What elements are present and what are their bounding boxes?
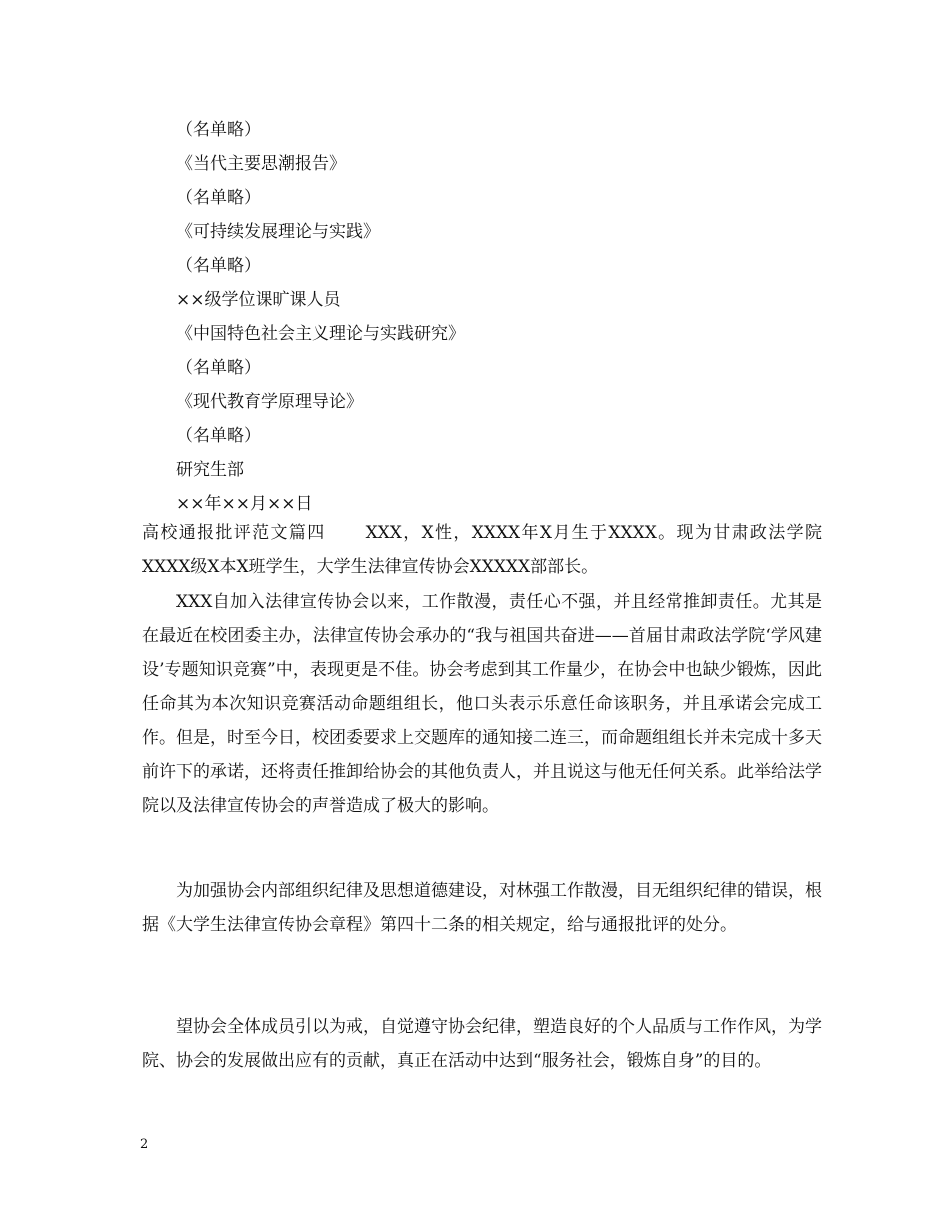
list-item: ××级学位课旷课人员 xyxy=(176,290,341,310)
signature-date: ××年××月××日 xyxy=(176,494,313,514)
list-item: 《现代教育学原理导论》 xyxy=(176,392,363,412)
list-item: （名单略） xyxy=(176,188,261,208)
list-item: （名单略） xyxy=(176,358,261,378)
section-intro xyxy=(142,516,822,584)
section-heading: 高校通报批评范文篇四 xyxy=(142,523,326,543)
list-item: 《当代主要思潮报告》 xyxy=(176,154,346,174)
page-number: 2 xyxy=(140,1137,149,1152)
list-item: （名单略） xyxy=(176,426,261,446)
list-item: 《可持续发展理论与实践》 xyxy=(176,222,380,242)
body-paragraph: 望协会全体成员引以为戒，自觉遵守协会纪律，塑造良好的个人品质与工作作风，为学院、协会的发展做出应有的贡献，真正在活动中达到“服务社会，锻炼自身”的目的。 xyxy=(142,1017,822,1071)
body-paragraph: XXX自加入法律宣传协会以来，工作散漫，责任心不强，并且经常推卸责任。尤其是在最近在校团委主办，法律宣传协会承办的“我与祖国共奋进——首届甘肃政法学院‘学风建设’专题知识竞赛”中，表现更是不佳。协会考虑到其工作量少，在协会中也缺少锻炼，因此任命其为本次知识竞赛活动命题组组长，他口头表示乐意任命该职务，并且承诺会完成工作。但是，时至今日，校团委要求上交题库的通知接二连三，而命题组组长并未完成十多天前许下的承诺，还将责任推卸给协会的其他负责人，并且说这与他无任何关系。此举给法学院以及法律宣传协会的声誉造成了极大的影响。 xyxy=(142,592,822,816)
section-intro-text: XXX，X性，XXXX年X月生于XXXX。现为甘肃政法学院XXXX级X本X班学生，大学生法律宣传协会XXXXX部部长。 xyxy=(142,523,822,577)
list-item: （名单略） xyxy=(176,120,261,140)
signature-department: 研究生部 xyxy=(176,460,244,480)
list-item: 《中国特色社会主义理论与实践研究》 xyxy=(176,324,465,344)
list-item: （名单略） xyxy=(176,256,261,276)
body-paragraph: 为加强协会内部组织纪律及思想道德建设，对林强工作散漫，目无组织纪律的错误，根据《大学生法律宣传协会章程》第四十二条的相关规定，给与通报批评的处分。 xyxy=(142,881,822,935)
